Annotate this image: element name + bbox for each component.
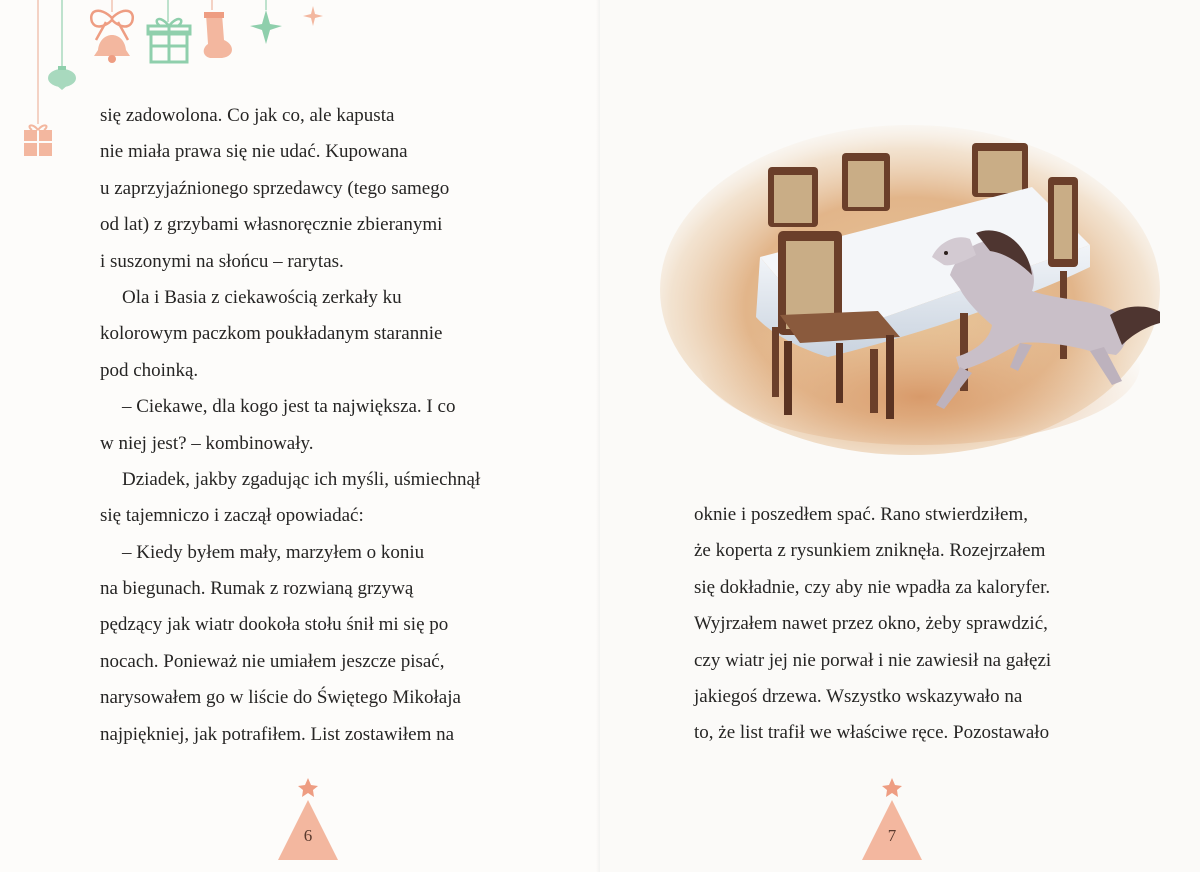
right-page-text	[694, 497, 1051, 752]
text-line: kolorowym paczkom poukładanym starannie	[100, 323, 443, 345]
text-line: jakiegoś drzewa. Wszystko wskazywało na	[694, 685, 1023, 707]
small-gift-icon	[24, 125, 52, 156]
text-line: nocach. Ponieważ nie umiałem jeszcze pisać,	[100, 650, 445, 672]
star-icon	[303, 6, 323, 26]
text-line: że koperta z rysunkiem zniknęła. Rozejrzałem	[694, 540, 1046, 562]
text-line: pod choinką.	[100, 359, 199, 381]
text-line: najpiękniej, jak potrafiłem. List zostawiłem na	[100, 723, 455, 745]
page-number-left	[278, 778, 338, 858]
page-number-text: 6	[303, 826, 313, 845]
text-line: nie miała prawa się nie udać. Kupowana	[100, 141, 408, 163]
text-line: – Kiedy byłem mały, marzyłem o koniu	[122, 541, 425, 563]
text-line: czy wiatr jej nie porwał i nie zawiesił na gałęzi	[694, 649, 1052, 671]
page-number-right	[862, 778, 922, 858]
christmas-tree-icon	[278, 778, 338, 860]
text-line: i suszonymi na słońcu – rarytas.	[100, 250, 344, 272]
text-line: na biegunach. Rumak z rozwianą grzywą	[100, 578, 414, 600]
christmas-tree-icon	[862, 778, 922, 860]
text-line: od lat) z grzybami własnoręcznie zbieranymi	[100, 214, 443, 236]
text-line: to, że list trafił we właściwe ręce. Pozostawało	[694, 722, 1050, 744]
ornament-icon	[48, 66, 76, 90]
text-line: oknie i poszedłem spać. Rano stwierdziłem,	[694, 504, 1028, 525]
text-line: Dziadek, jakby zgadując ich myśli, uśmiechnął	[122, 468, 481, 490]
text-line: narysowałem go w liście do Świętego Mikołaja	[100, 687, 461, 709]
text-line: się zadowolona. Co jak co, ale kapusta	[100, 105, 395, 126]
right-page	[600, 0, 1200, 872]
text-line: Ola i Basia z ciekawością zerkały ku	[122, 286, 402, 308]
text-line: się dokładnie, czy aby nie wpadła za kaloryfer.	[694, 576, 1051, 598]
text-line: pędzący jak wiatr dookoła stołu śnił mi się po	[100, 614, 449, 636]
text-line: Wyjrzałem nawet przez okno, żeby sprawdzić,	[694, 613, 1048, 635]
bow-bell-icon	[91, 11, 133, 63]
page-number-text: 7	[887, 826, 897, 845]
stocking-icon	[204, 12, 232, 58]
dining-table-horse-illustration	[660, 105, 1160, 455]
sparkle-icon	[250, 10, 282, 44]
text-line: – Ciekawe, dla kogo jest ta największa. I co	[122, 396, 456, 418]
text-line: w niej jest? – kombinowały.	[100, 432, 314, 454]
text-line: u zaprzyjaźnionego sprzedawcy (tego samego	[100, 177, 450, 199]
left-page-text	[100, 98, 480, 753]
text-line: się tajemniczo i zaczął opowiadać:	[100, 505, 364, 527]
gift-box-icon	[148, 19, 190, 62]
